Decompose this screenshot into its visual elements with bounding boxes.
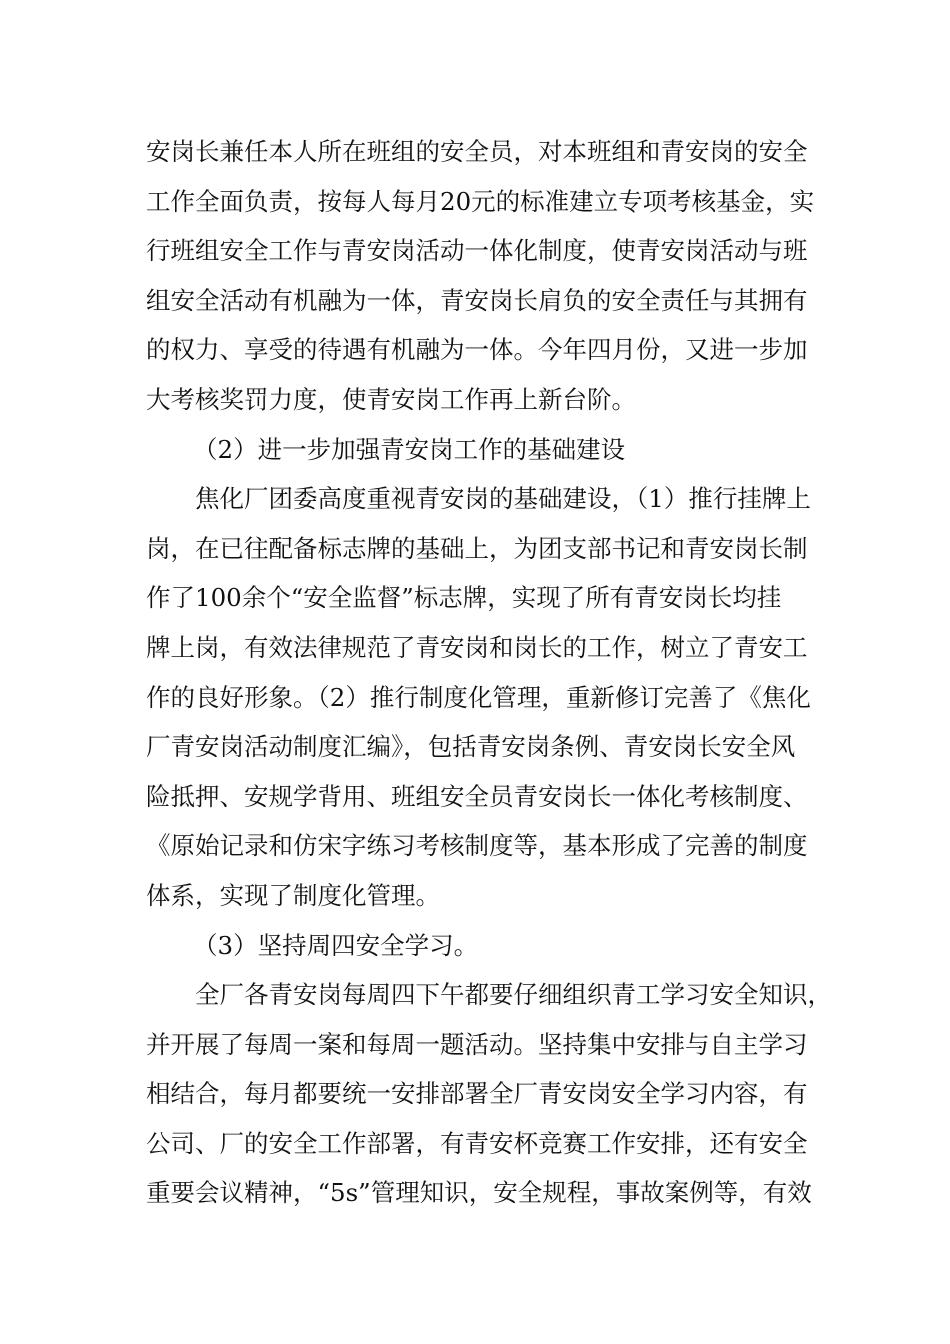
body-line: 岗，在已往配备标志牌的基础上，为团支部书记和青安岗长制 [146, 533, 808, 563]
body-line: 险抵押、安规学背用、班组安全员青安岗长一体化考核制度、 [146, 781, 808, 811]
body-line: 公司、厂的安全工作部署，有青安杯竞赛工作安排，还有安全 [146, 1128, 808, 1158]
body-line: 重要会议精神，“5s”管理知识，安全规程，事故案例等，有效 [146, 1178, 812, 1208]
body-line: 《原始记录和仿宋字练习考核制度等，基本形成了完善的制度 [146, 831, 808, 861]
paragraph-first-line: 全厂各青安岗每周四下午都要仔细组织青工学习安全知识， [195, 980, 832, 1010]
body-line: 的权力、享受的待遇有机融为一体。今年四月份，又进一步加 [146, 335, 808, 365]
body-line: 并开展了每周一案和每周一题活动。坚持集中安排与自主学习 [146, 1029, 808, 1059]
body-line: 工作全面负责，按每人每月20元的标准建立专项考核基金，实 [146, 186, 815, 216]
body-line: 厂青安岗活动制度汇编》，包括青安岗条例、青安岗长安全风 [146, 732, 796, 762]
section-heading-2: （2）进一步加强青安岗工作的基础建设 [193, 434, 626, 464]
body-line: 大考核奖罚力度，使青安岗工作再上新台阶。 [146, 384, 636, 414]
body-line: 行班组安全工作与青安岗活动一体化制度，使青安岗活动与班 [146, 236, 808, 266]
body-line: 相结合，每月都要统一安排部署全厂青安岗安全学习内容，有 [146, 1079, 808, 1109]
body-line: 作的良好形象。（2）推行制度化管理，重新修订完善了《焦化 [146, 682, 811, 712]
body-line: 安岗长兼任本人所在班组的安全员，对本班组和青安岗的安全 [146, 137, 808, 166]
body-line: 作了100余个“安全监督”标志牌，实现了所有青安岗长均挂 [146, 583, 782, 613]
body-line: 组安全活动有机融为一体，青安岗长肩负的安全责任与其拥有 [146, 285, 808, 315]
section-heading-3: （3）坚持周四安全学习。 [193, 930, 479, 960]
body-line: 体系，实现了制度化管理。 [146, 880, 440, 910]
paragraph-first-line: 焦化厂团委高度重视青安岗的基础建设，（1）推行挂牌上 [195, 484, 811, 514]
body-line: 牌上岗，有效法律规范了青安岗和岗长的工作，树立了青安工 [146, 632, 808, 662]
document-body [146, 127, 832, 1218]
